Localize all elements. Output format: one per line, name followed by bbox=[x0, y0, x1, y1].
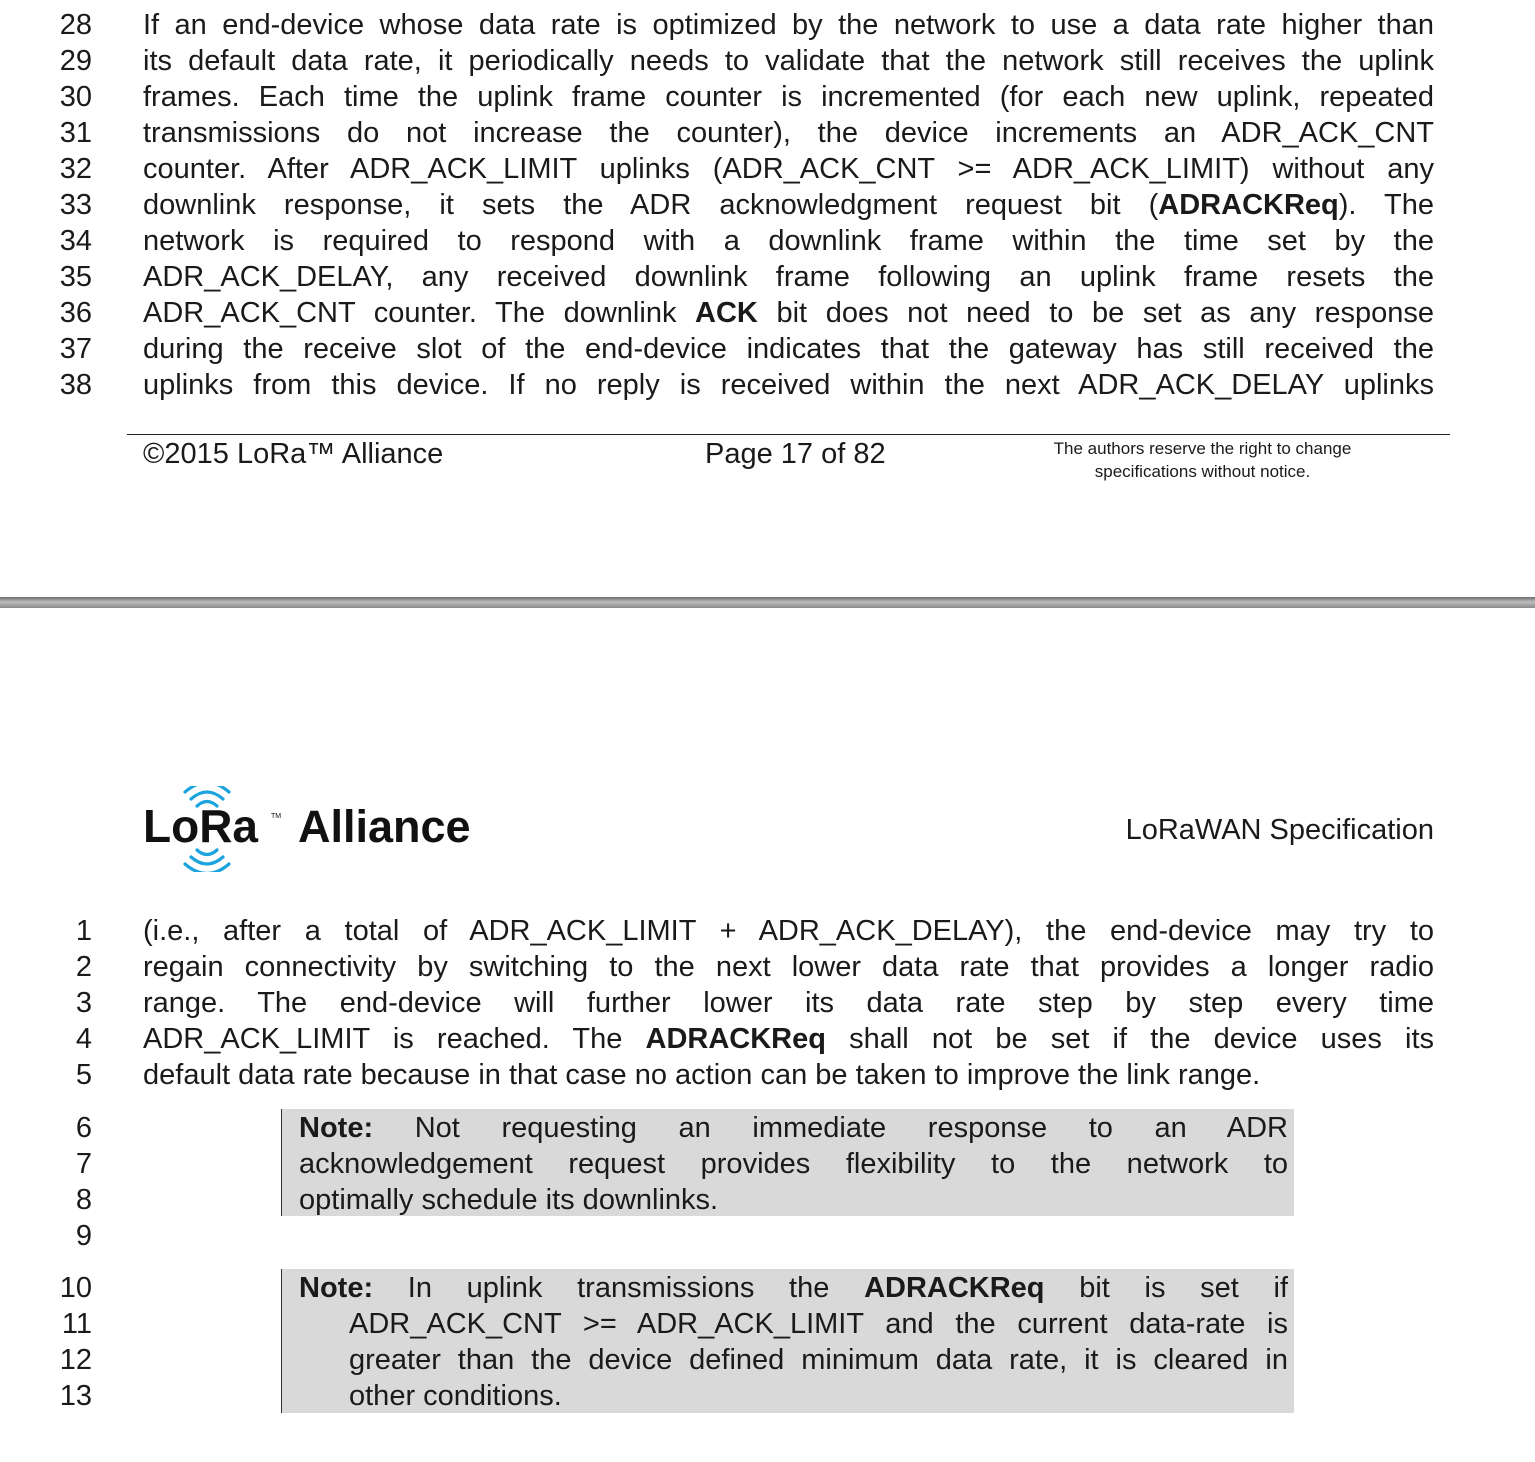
line-number: 32 bbox=[59, 153, 92, 185]
line-number: 3 bbox=[75, 987, 92, 1019]
line-text: regain connectivity by switching to the next lower data rate that provides a longer radio bbox=[143, 951, 1434, 983]
line-number: 6 bbox=[75, 1112, 92, 1144]
line-number: 4 bbox=[75, 1023, 92, 1055]
line-text: ADR_ACK_LIMIT is reached. The ADRACKReq shall not be set if the device uses its bbox=[143, 1023, 1434, 1055]
line-3 bbox=[0, 985, 1535, 1021]
term-ack: ACK bbox=[695, 297, 758, 329]
line-34 bbox=[0, 223, 1535, 259]
line-text: frames. Each time the uplink frame counter is incremented (for each new uplink, repeated bbox=[143, 81, 1434, 113]
term-adrackreq: ADRACKReq bbox=[1158, 189, 1339, 221]
note-line: other conditions. bbox=[349, 1380, 562, 1412]
line-text: its default data rate, it periodically needs to validate that the network still receives the uplink bbox=[143, 45, 1434, 77]
term-adrackreq: ADRACKReq bbox=[645, 1023, 826, 1055]
note-label: Note: bbox=[299, 1112, 374, 1144]
line-number: 8 bbox=[75, 1184, 92, 1216]
line-number: 36 bbox=[59, 297, 92, 329]
line-text: transmissions do not increase the counter), the device increments an ADR_ACK_CNT bbox=[143, 117, 1434, 149]
line-32 bbox=[0, 151, 1535, 187]
line-number: 5 bbox=[75, 1059, 92, 1091]
note-label: Note: bbox=[299, 1272, 374, 1304]
term-adrackreq: ADRACKReq bbox=[864, 1272, 1045, 1304]
logo-lora-text: LoRa bbox=[143, 800, 258, 852]
note-line: greater than the device defined minimum data rate, it is cleared in bbox=[349, 1344, 1288, 1376]
footer-notice: The authors reserve the right to change specifications without notice. bbox=[1053, 439, 1352, 481]
line-2 bbox=[0, 949, 1535, 985]
line-31 bbox=[0, 115, 1535, 151]
line-text: uplinks from this device. If no reply is received within the next ADR_ACK_DELAY uplinks bbox=[143, 369, 1434, 401]
footer-copyright: ©2015 LoRa™ Alliance bbox=[143, 438, 444, 470]
line-text: If an end-device whose data rate is optimized by the network to use a data rate higher than bbox=[143, 9, 1434, 41]
footer-rule bbox=[127, 434, 1450, 435]
note-line: Note: Not requesting an immediate response to an ADR bbox=[299, 1112, 1288, 1144]
line-number: 31 bbox=[59, 117, 92, 149]
line-text: counter. After ADR_ACK_LIMIT uplinks (ADR_ACK_CNT >= ADR_ACK_LIMIT) without any bbox=[143, 153, 1434, 185]
line-number: 38 bbox=[59, 369, 92, 401]
document-title: LoRaWAN Specification bbox=[1125, 814, 1434, 846]
line-number: 33 bbox=[59, 189, 92, 221]
line-text: downlink response, it sets the ADR acknowledgment request bit (ADRACKReq). The bbox=[143, 189, 1434, 221]
line-number: 1 bbox=[75, 915, 92, 947]
line-number: 29 bbox=[59, 45, 92, 77]
line-5 bbox=[0, 1057, 1535, 1093]
note-line: ADR_ACK_CNT >= ADR_ACK_LIMIT and the current data-rate is bbox=[349, 1308, 1288, 1340]
line-number: 2 bbox=[75, 951, 92, 983]
line-text: ADR_ACK_DELAY, any received downlink frame following an uplink frame resets the bbox=[143, 261, 1434, 293]
note-box bbox=[281, 1109, 1294, 1216]
line-text: (i.e., after a total of ADR_ACK_LIMIT + ADR_ACK_DELAY), the end-device may try to bbox=[143, 915, 1434, 947]
line-number: 28 bbox=[59, 9, 92, 41]
line-33 bbox=[0, 187, 1535, 223]
line-number: 30 bbox=[59, 81, 92, 113]
line-number: 13 bbox=[59, 1380, 92, 1412]
footer-page-number: Page 17 of 82 bbox=[705, 438, 886, 470]
page-separator bbox=[0, 597, 1535, 608]
line-number: 10 bbox=[59, 1272, 92, 1304]
line-28 bbox=[0, 7, 1535, 43]
line-38 bbox=[0, 367, 1535, 403]
line-29 bbox=[0, 43, 1535, 79]
lora-alliance-logo bbox=[143, 786, 508, 872]
line-text: network is required to respond with a downlink frame within the time set by the bbox=[143, 225, 1434, 257]
line-number: 7 bbox=[75, 1148, 92, 1180]
line-number: 11 bbox=[61, 1308, 92, 1340]
line-text: during the receive slot of the end-device indicates that the gateway has still received the bbox=[143, 333, 1434, 365]
line-text: ADR_ACK_CNT counter. The downlink ACK bit does not need to be set as any response bbox=[143, 297, 1434, 329]
line-number: 37 bbox=[59, 333, 92, 365]
line-35 bbox=[0, 259, 1535, 295]
line-number: 9 bbox=[75, 1220, 92, 1252]
note-line: optimally schedule its downlinks. bbox=[299, 1184, 719, 1216]
line-number: 12 bbox=[59, 1344, 92, 1376]
previous-page-fragment bbox=[0, 0, 1535, 600]
line-30 bbox=[0, 79, 1535, 115]
note-box bbox=[281, 1269, 1294, 1413]
line-4 bbox=[0, 1021, 1535, 1057]
line-number: 34 bbox=[59, 225, 92, 257]
line-number: 35 bbox=[59, 261, 92, 293]
logo-tm-text: TM bbox=[271, 813, 282, 820]
line-37 bbox=[0, 331, 1535, 367]
note-line: acknowledgement request provides flexibility to the network to bbox=[299, 1148, 1288, 1180]
note-line: Note: In uplink transmissions the ADRACKReq bit is set if bbox=[299, 1272, 1288, 1304]
logo-alliance-text: Alliance bbox=[298, 801, 471, 852]
lora-alliance-logo-graphic bbox=[143, 786, 508, 872]
line-1 bbox=[0, 913, 1535, 949]
line-text: default data rate because in that case no action can be taken to improve the link range. bbox=[143, 1059, 1261, 1091]
line-36 bbox=[0, 295, 1535, 331]
line-text: range. The end-device will further lower its data rate step by step every time bbox=[143, 987, 1434, 1019]
